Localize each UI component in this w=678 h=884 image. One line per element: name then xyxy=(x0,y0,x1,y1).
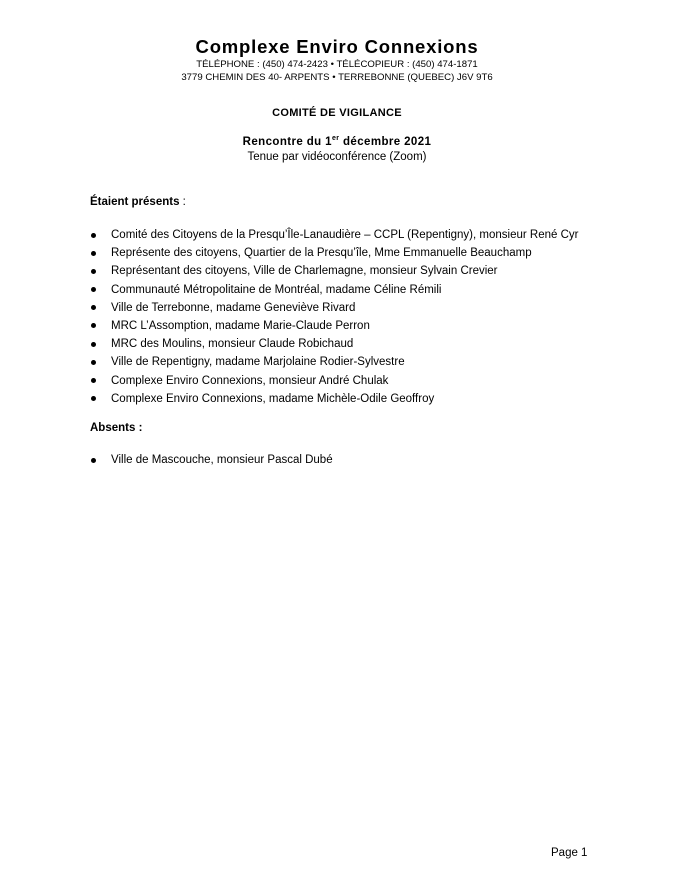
bullet-icon xyxy=(91,305,96,310)
meeting-subtitle: Tenue par vidéoconférence (Zoom) xyxy=(247,151,427,163)
address-line: 3779 CHEMIN DES 40- ARPENTS • TERREBONNE (QUEBEC) J6V 9T6 xyxy=(181,72,493,83)
list-item xyxy=(90,354,578,372)
bullet-icon xyxy=(91,458,96,463)
list-item-text: Complexe Enviro Connexions, monsieur André Chulak xyxy=(111,374,389,387)
present-heading-label: Étaient présents xyxy=(90,196,180,208)
list-item-text: Ville de Repentigny, madame Marjolaine Rodier-Sylvestre xyxy=(111,356,405,369)
contact-line: TÉLÉPHONE : (450) 474-2423 • TÉLÉCOPIEUR : (450) 474-1871 xyxy=(196,59,478,70)
letterhead xyxy=(0,36,674,84)
absent-heading xyxy=(90,421,142,436)
list-item-text: MRC des Moulins, monsieur Claude Robichaud xyxy=(111,338,354,351)
bullet-icon xyxy=(91,378,96,383)
present-heading-suffix: : xyxy=(179,196,186,208)
list-item xyxy=(90,245,578,263)
list-item-text: Ville de Mascouche, monsieur Pascal Dubé xyxy=(111,454,333,466)
bullet-icon xyxy=(91,233,96,238)
page-number: Page 1 xyxy=(551,847,588,859)
meeting-title xyxy=(0,135,674,150)
bullet-icon xyxy=(91,251,96,256)
bullet-icon xyxy=(91,323,96,328)
list-item-text: Représente des citoyens, Quartier de la Presqu’île, Mme Emmanuelle Beauchamp xyxy=(111,247,532,260)
present-list xyxy=(90,227,578,409)
organization-title: Complexe Enviro Connexions xyxy=(195,36,479,57)
bullet-icon xyxy=(91,269,96,274)
bullet-icon xyxy=(91,287,96,292)
committee-heading: COMITÉ DE VIGILANCE xyxy=(272,107,402,119)
bullet-icon xyxy=(91,360,96,365)
list-item xyxy=(90,227,578,245)
meeting-info xyxy=(0,135,674,165)
list-item-text: MRC L’Assomption, madame Marie-Claude Perron xyxy=(111,319,370,332)
list-item xyxy=(90,282,578,300)
list-item xyxy=(90,373,578,391)
list-item-text: Ville de Terrebonne, madame Geneviève Rivard xyxy=(111,301,356,314)
absent-heading-label: Absents : xyxy=(90,422,143,434)
meeting-title-superscript: er xyxy=(331,135,340,142)
list-item xyxy=(90,318,578,336)
list-item xyxy=(90,300,578,318)
bullet-icon xyxy=(91,342,96,347)
list-item xyxy=(90,391,578,409)
present-heading xyxy=(90,195,186,210)
absent-list xyxy=(90,452,333,470)
list-item xyxy=(90,336,578,354)
list-item-text: Représentant des citoyens, Ville de Charlemagne, monsieur Sylvain Crevier xyxy=(111,265,498,278)
list-item xyxy=(90,452,333,470)
list-item-text: Communauté Métropolitaine de Montréal, madame Céline Rémili xyxy=(111,283,442,296)
meeting-title-suffix: décembre 2021 xyxy=(339,136,432,148)
list-item-text: Comité des Citoyens de la Presqu’Île-Lanaudière – CCPL (Repentigny), monsieur René Cyr xyxy=(111,229,579,241)
list-item xyxy=(90,263,578,281)
meeting-title-prefix: Rencontre du 1 xyxy=(242,136,332,148)
list-item-text: Complexe Enviro Connexions, madame Michèle-Odile Geoffroy xyxy=(111,392,435,405)
bullet-icon xyxy=(91,396,96,401)
